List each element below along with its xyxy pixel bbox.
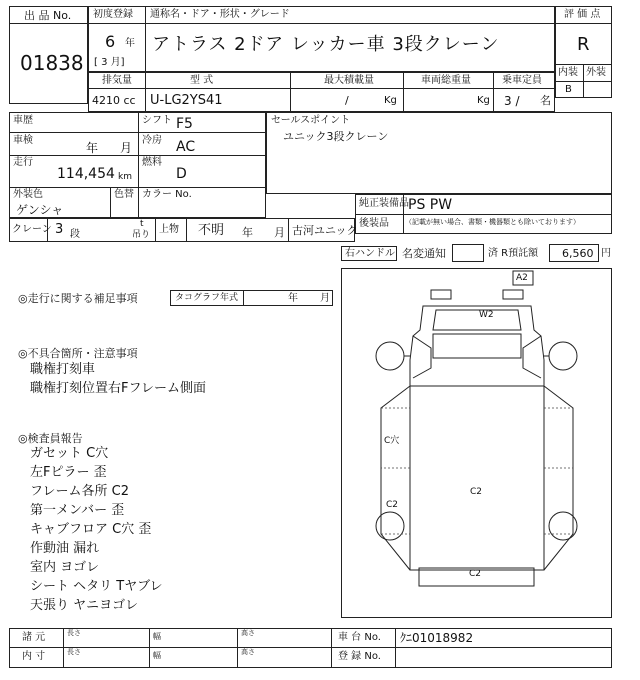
height-label: 高さ xyxy=(241,648,255,656)
crane-ton-unit: t xyxy=(140,219,144,229)
inspector-item: フレーム各所 C2 xyxy=(30,484,129,499)
uploader-month-unit: 月 xyxy=(274,226,285,239)
exterior-label: 外装 xyxy=(586,67,606,78)
inspector-item: 天張り ヤニヨゴレ xyxy=(30,598,139,613)
defect-item: 職権打刻車 xyxy=(30,362,96,377)
width-label: 幅 xyxy=(153,632,161,641)
damage-mark-w2: W2 xyxy=(479,310,494,320)
vehicle-name-label: 通称名・ドア・形状・グレード xyxy=(150,9,290,20)
model-label: 型 式 xyxy=(190,75,214,86)
chassis-label: 車 台 No. xyxy=(338,632,381,643)
color-change-label: 色替 xyxy=(114,189,134,200)
first-reg-month: [ 3 月] xyxy=(94,57,125,68)
first-reg-year: 6 xyxy=(105,32,116,51)
lot-no-label: 出 品 No. xyxy=(24,9,72,22)
damage-mark-c2: C2 xyxy=(469,569,482,579)
vehicle-name: アトラス 2ドア レッカー車 3段クレーン xyxy=(152,34,500,55)
uploader-maker: 古河ユニック xyxy=(292,224,358,237)
ac: AC xyxy=(176,139,196,155)
name-change-label: 名変通知 xyxy=(402,247,446,260)
gross-weight-kg: Kg xyxy=(477,95,490,106)
sales-points: ユニック3段クレーン xyxy=(283,130,389,143)
crane-label: クレーン xyxy=(12,224,52,235)
inspection-month-unit: 月 xyxy=(120,141,133,155)
mileage-label: 走行 xyxy=(13,157,33,168)
damage-mark-a2: A2 xyxy=(516,273,528,283)
tacho-month-unit: 月 xyxy=(320,293,330,304)
first-reg-year-unit: 年 xyxy=(125,38,135,49)
first-reg-label: 初度登録 xyxy=(93,9,133,20)
exterior-color: ゲンシャ xyxy=(16,203,64,217)
inspector-item: 左Fピラー 歪 xyxy=(30,465,107,480)
ac-label: 冷房 xyxy=(142,135,162,146)
capacity-unit: 名 xyxy=(540,94,551,107)
rating-label: 評 価 点 xyxy=(564,9,601,20)
model: U-LG2YS41 xyxy=(150,93,223,108)
damage-mark-c2: C2 xyxy=(470,487,483,497)
max-load-label: 最大積載量 xyxy=(324,75,374,86)
defect-item: 職権打刻位置右Fフレーム側面 xyxy=(30,381,206,396)
inspector-item: 室内 ヨゴレ xyxy=(30,560,100,575)
tacho-year-unit: 年 xyxy=(288,293,298,304)
capacity: 3 / xyxy=(504,94,520,108)
max-load-kg: Kg xyxy=(384,95,397,106)
inspector-item: キャブフロア C穴 歪 xyxy=(30,522,152,537)
recycle-label: 済 R預託額 xyxy=(488,248,539,259)
crane-stages: 3 xyxy=(55,222,64,237)
fuel-label: 燃料 xyxy=(142,157,162,168)
gross-weight-label: 車両総重量 xyxy=(421,75,471,86)
height-label: 高さ xyxy=(241,629,255,637)
specs-row-label: 諸 元 xyxy=(22,632,46,643)
recycle-amount: 6,560 xyxy=(562,247,594,260)
displacement-label: 排気量 xyxy=(102,75,132,86)
mileage: 114,454 xyxy=(57,166,115,182)
capacity-label: 乗車定員 xyxy=(502,75,542,86)
std-equipment-label: 純正装備品 xyxy=(359,198,409,209)
inspector-label: ◎検査員報告 xyxy=(18,432,83,445)
inspection-year-unit: 年 xyxy=(86,141,99,155)
interior-label: 内装 xyxy=(558,67,578,78)
uploader-label: 上物 xyxy=(159,224,179,235)
rating-value: R xyxy=(577,34,590,55)
aftermarket-label: 後装品 xyxy=(359,218,389,229)
std-equipment: PS PW xyxy=(408,197,453,213)
km-unit: km xyxy=(118,172,132,182)
length-label: 長さ xyxy=(67,648,81,656)
aftermarket-note: （記載が無い場合、書類・機器類とも除いております） xyxy=(405,218,580,226)
crane-stage-unit: 段 xyxy=(70,229,80,240)
color-code-label: カラー No. xyxy=(142,189,192,200)
inspector-item: シート ヘタリ Tヤブレ xyxy=(30,579,163,594)
exterior-color-label: 外装色 xyxy=(13,189,43,200)
tacho-label: タコグラフ年式 xyxy=(175,293,239,303)
defects-label: ◎不具合箇所・注意事項 xyxy=(18,347,138,360)
inspection-label: 車検 xyxy=(13,135,33,146)
driving-notes-label: ◎走行に関する補足事項 xyxy=(18,292,138,305)
history-label: 車歴 xyxy=(13,115,33,126)
reg-label: 登 録 No. xyxy=(338,651,381,662)
width-label: 幅 xyxy=(153,651,161,660)
displacement: 4210 cc xyxy=(92,94,136,107)
footer-box xyxy=(9,628,612,668)
inspector-item: 作動油 漏れ xyxy=(30,541,100,556)
fuel: D xyxy=(176,166,187,182)
name-change-box xyxy=(452,244,484,262)
sales-points-label: セールスポイント xyxy=(271,115,351,126)
uploader-unknown: 不明 xyxy=(198,223,225,238)
crane-hang-unit: 吊り xyxy=(132,230,151,240)
shift-label: シフト xyxy=(142,115,172,126)
uploader-year-unit: 年 xyxy=(242,226,253,239)
damage-mark-c-hole: C穴 xyxy=(384,436,400,446)
yen-unit: 円 xyxy=(601,248,611,259)
shift: F5 xyxy=(176,116,193,132)
inspector-item: ガセット C穴 xyxy=(30,446,109,461)
max-load-sep: / xyxy=(345,94,349,107)
chassis-no: ｸﾆ01018982 xyxy=(400,631,474,645)
steering: 右ハンドル xyxy=(345,248,395,259)
inspector-item: 第一メンバー 歪 xyxy=(30,503,125,518)
vehicle-diagram xyxy=(341,268,612,618)
dims-row-label: 内 寸 xyxy=(22,651,46,662)
damage-mark-c2: C2 xyxy=(386,500,399,510)
lot-no: 01838 xyxy=(20,51,84,75)
interior-grade: B xyxy=(565,84,572,95)
length-label: 長さ xyxy=(67,629,81,637)
